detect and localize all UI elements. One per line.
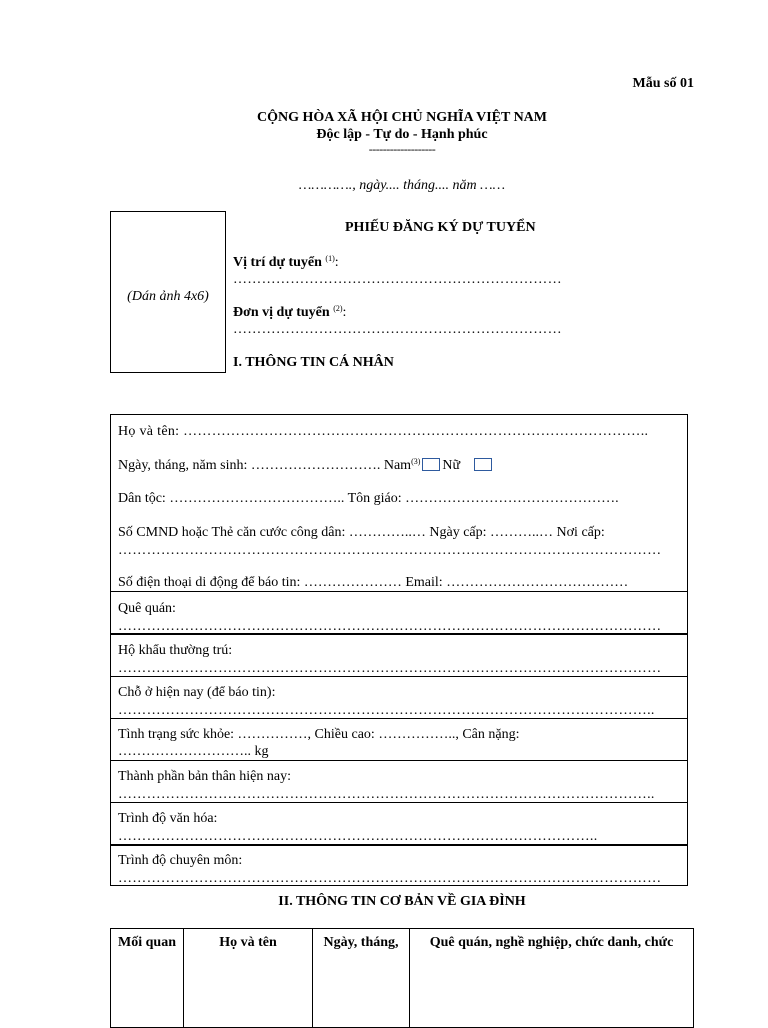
section-family-title: II. THÔNG TIN CƠ BẢN VỀ GIA ĐÌNH bbox=[278, 894, 526, 909]
social-status-dots[interactable]: ………………………………………………………………………………………………….. bbox=[118, 787, 655, 802]
education-dots[interactable]: ……………………………………………………………………………………….. bbox=[118, 829, 598, 844]
date-line: …………., ngày.... tháng.... năm …… bbox=[298, 178, 506, 193]
row-divider bbox=[111, 633, 687, 635]
position-field: Vị trí dự tuyển $^{(1)}$: bbox=[233, 254, 339, 270]
national-title: CỘNG HÒA XÃ HỘI CHỦ NGHĨA VIỆT NAM bbox=[256, 110, 547, 125]
social-status-label: Thành phần bản thân hiện nay: bbox=[118, 769, 292, 784]
ethnicity-religion-field[interactable]: Dân tộc: ……………………………….. Tôn giáo: ………………………………………. bbox=[118, 491, 619, 506]
male-checkbox[interactable] bbox=[422, 458, 440, 471]
header-separator: ------------------- bbox=[368, 142, 436, 156]
unit-field: Đơn vị dự tuyển $^{(2)}$: bbox=[233, 304, 347, 320]
unit-note: (2) bbox=[333, 304, 343, 313]
fullname-field[interactable]: Họ và tên: …………………………………………………………………………………….. bbox=[118, 424, 649, 439]
col-fullname: Họ và tên bbox=[184, 929, 313, 1028]
male-label: Nam bbox=[383, 458, 412, 473]
family-table bbox=[110, 928, 694, 1028]
personal-info-table bbox=[110, 414, 688, 886]
weight-field[interactable]: ……………………….. kg bbox=[118, 744, 269, 759]
id-card-dots[interactable]: …………………………………………………………………………………………………… bbox=[118, 543, 662, 558]
col-hometown-occupation: Quê quán, nghề nghiệp, chức danh, chức bbox=[410, 929, 694, 1028]
row-divider bbox=[111, 802, 687, 803]
unit-label: Đơn vị dự tuyển bbox=[233, 305, 330, 320]
section-personal-title: I. THÔNG TIN CÁ NHÂN bbox=[233, 355, 394, 370]
form-number: Mẫu số 01 bbox=[632, 76, 694, 91]
residence-dots[interactable]: …………………………………………………………………………………………………… bbox=[118, 661, 662, 676]
row-divider bbox=[111, 676, 687, 677]
qualification-dots[interactable]: …………………………………………………………………………………………………… bbox=[118, 871, 662, 886]
row-divider bbox=[111, 844, 687, 846]
row-divider bbox=[111, 760, 687, 761]
position-dots[interactable]: …………………………………………………………… bbox=[233, 272, 562, 287]
photo-placeholder bbox=[110, 211, 226, 373]
male-note: (3) bbox=[411, 457, 421, 466]
phone-email-field[interactable]: Số điện thoại di động để báo tin: ………………… Email: ………………………………… bbox=[118, 575, 629, 590]
position-note: (1) bbox=[325, 254, 335, 263]
hometown-dots[interactable]: …………………………………………………………………………………………………… bbox=[118, 619, 662, 634]
dob-field[interactable]: Ngày, tháng, năm sinh: ………………………. bbox=[118, 458, 381, 473]
family-table-header-row bbox=[111, 929, 694, 1028]
qualification-label: Trình độ chuyên môn: bbox=[118, 853, 243, 868]
dob-gender-row bbox=[118, 457, 494, 474]
col-relationship: Mối quan bbox=[111, 929, 184, 1028]
position-label: Vị trí dự tuyển bbox=[233, 255, 322, 270]
col-dob: Ngày, tháng, bbox=[313, 929, 410, 1028]
form-title: PHIẾU ĐĂNG KÝ DỰ TUYỂN bbox=[345, 220, 536, 235]
hometown-label: Quê quán: bbox=[118, 601, 176, 616]
current-address-dots[interactable]: ………………………………………………………………………………………………….. bbox=[118, 703, 655, 718]
id-card-field[interactable]: Số CMND hoặc Thẻ căn cước công dân: …………..… Ngày cấp: ………..… Nơi cấp: bbox=[118, 525, 605, 540]
unit-dots[interactable]: …………………………………………………………… bbox=[233, 322, 562, 337]
photo-label: (Dán ảnh 4x6) bbox=[127, 289, 209, 304]
education-label: Trình độ văn hóa: bbox=[118, 811, 218, 826]
female-label: Nữ bbox=[442, 458, 461, 473]
health-field[interactable]: Tình trạng sức khỏe: ……………, Chiều cao: …………….., Cân nặng: bbox=[118, 727, 520, 742]
female-checkbox[interactable] bbox=[474, 458, 492, 471]
residence-label: Hộ khẩu thường trú: bbox=[118, 643, 233, 658]
row-divider bbox=[111, 718, 687, 719]
current-address-label: Chỗ ở hiện nay (để báo tin): bbox=[118, 685, 276, 700]
national-motto: Độc lập - Tự do - Hạnh phúc bbox=[316, 127, 488, 142]
row-divider bbox=[111, 591, 687, 592]
